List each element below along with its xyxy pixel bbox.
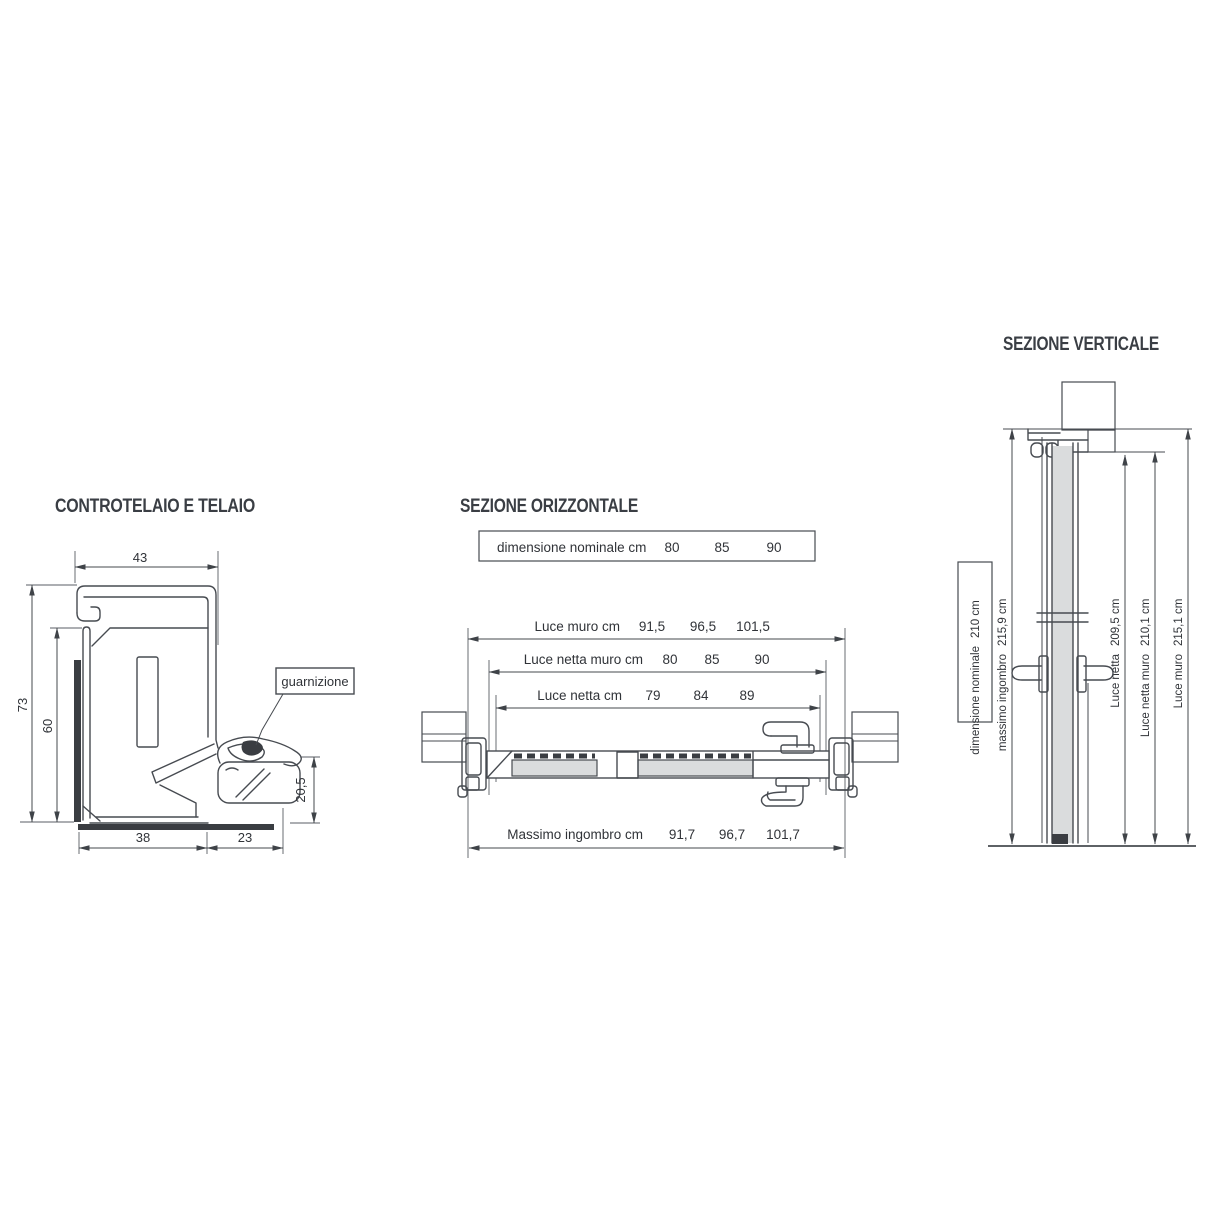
dim-value: 209,5 cm [1110,598,1122,646]
row-value: 96,5 [689,619,717,634]
dim-outer-height-value: 73 [15,697,30,713]
dim-value: 210 cm [970,600,982,638]
dim-top-width-value: 43 [132,550,148,565]
row-label: Luce netta muro cm [523,652,643,667]
dim-row-luce-muro [468,619,845,639]
dim-label: massimo ingombro [997,654,1009,752]
gasket-profile [218,737,302,803]
profile-slot [137,657,158,747]
dim-value: 215,9 cm [997,598,1009,646]
vertical-handle-left [1012,656,1048,692]
door-handle-bottom [762,778,810,806]
dim-row-massimo-ingombro [469,827,844,848]
leaf-bottom-seal [1052,834,1068,844]
dim-luce-netta-muro-vertical [1140,452,1155,844]
wall-section-right [852,712,898,762]
nominal-label: dimensione nominale cm [497,540,647,555]
door-leaf-plan [487,751,829,778]
seal-strip-vertical [74,660,81,822]
dim-value: 210,1 cm [1140,598,1152,646]
orizzontale-title: SEZIONE ORIZZONTALE [460,496,638,517]
dim-row-luce-netta [496,688,820,708]
dim-inner-height-value: 60 [40,718,55,734]
row-value: 101,5 [736,619,770,634]
vertical-handle-right [1077,656,1113,692]
row-label: Massimo ingombro cm [507,827,643,842]
dim-outer-height [15,585,77,822]
dim-label: dimensione nominale [970,646,982,755]
controtelaio-title: CONTROTELAIO E TELAIO [55,496,255,517]
dim-luce-muro-vertical [1173,429,1188,844]
frame-profile-drawing [74,586,301,830]
panel-sezione-orizzontale [422,496,898,858]
dim-label: Luce muro [1173,654,1185,709]
dim-gasket-value: 20,5 [293,777,308,803]
dim-massimo-vertical [997,429,1012,844]
row-value: 89 [739,688,755,703]
row-value: 96,7 [718,827,746,842]
wall-block [1062,382,1115,452]
door-jamb-left [458,738,486,797]
dim-label: Luce netta [1110,654,1122,708]
dim-row-luce-netta-muro [489,652,826,672]
row-value: 90 [754,652,770,667]
panel-sezione-verticale [958,334,1196,846]
gasket-callout-label: guarnizione [281,674,349,689]
dim-bottom-widths [79,808,283,854]
dim-bottom-inner-value: 38 [135,830,151,845]
row-label: Luce muro cm [534,619,620,634]
nominal-value: 80 [664,540,680,555]
gasket-callout [256,668,354,745]
row-value: 84 [693,688,709,703]
dim-gasket-height [290,757,320,823]
door-handle-top [763,722,814,753]
dim-value: 215,1 cm [1173,598,1185,646]
row-value: 91,5 [638,619,666,634]
dim-label: Luce netta muro [1140,654,1152,738]
panel-controtelaio [15,496,354,854]
row-value: 101,7 [766,827,800,842]
row-value: 79 [645,688,661,703]
row-value: 91,7 [668,827,696,842]
verticale-title: SEZIONE VERTICALE [1003,334,1159,355]
dim-bottom-outer-value: 23 [237,830,253,845]
dim-luce-netta-vertical [1110,455,1125,844]
wall-section-left [422,712,466,762]
door-leaf-vertical [1037,437,1088,844]
nominal-value: 85 [714,540,730,555]
row-value: 80 [662,652,678,667]
nominal-size-table [479,531,815,561]
row-value: 85 [704,652,720,667]
row-label: Luce netta cm [537,688,622,703]
door-jamb-right [829,738,857,797]
dim-nominale-vertical [958,562,992,755]
nominal-value: 90 [766,540,782,555]
